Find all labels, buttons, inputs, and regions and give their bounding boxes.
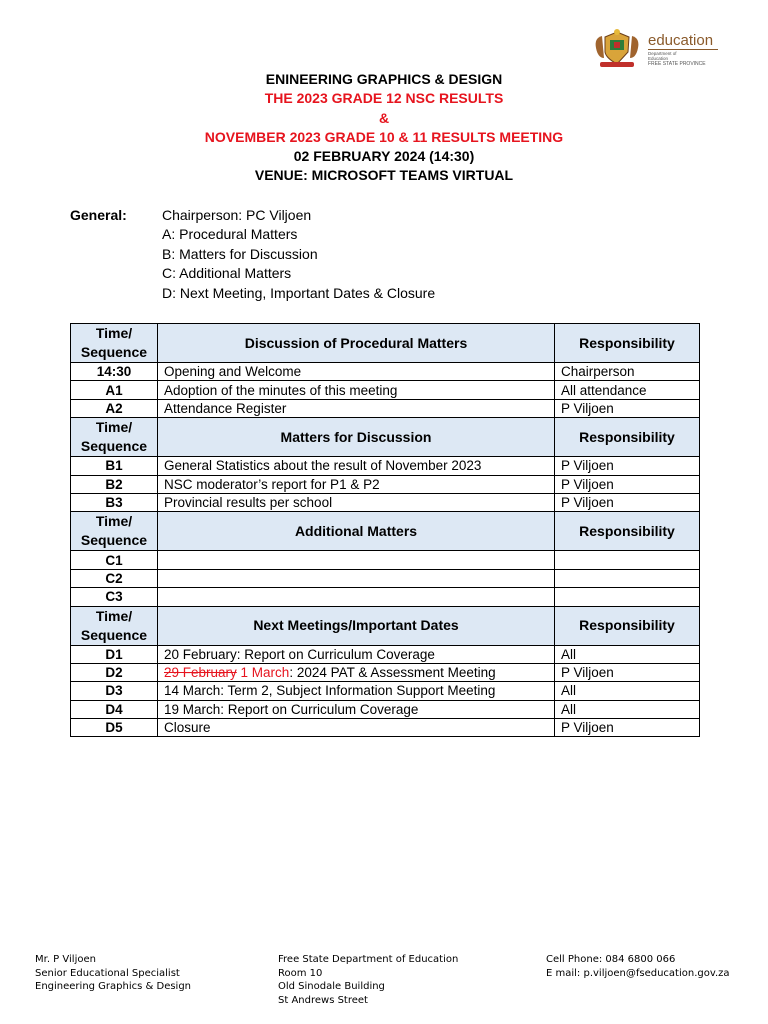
coat-of-arms-icon: [590, 28, 644, 70]
seq-header-line2: Sequence: [80, 532, 148, 549]
row-responsibility: P Viljoen: [555, 719, 700, 737]
row-code: B3: [71, 493, 158, 511]
row-code: D4: [71, 700, 158, 718]
title-subject: ENINEERING GRAPHICS & DESIGN: [265, 71, 503, 87]
general-item: D: Next Meeting, Important Dates & Closure: [162, 284, 436, 301]
row-item: NSC moderator’s report for P1 & P2: [158, 475, 555, 493]
seq-header: [71, 512, 158, 551]
row-item: Adoption of the minutes of this meeting: [158, 381, 555, 399]
row-item: Opening and Welcome: [158, 363, 555, 381]
row-responsibility: P Viljoen: [555, 663, 700, 681]
row-code: A1: [71, 381, 158, 399]
footer-line: St Andrews Street: [278, 994, 368, 1006]
seq-header: [71, 324, 158, 363]
row-item-text: : 2024 PAT & Assessment Meeting: [289, 665, 496, 681]
footer-contact-details: [546, 953, 730, 980]
revised-date: 1 March: [236, 665, 290, 681]
row-code: C3: [71, 588, 158, 606]
table-row: [71, 700, 700, 718]
seq-header: [71, 606, 158, 645]
logo-wordmark: education: [648, 32, 714, 49]
general-list: [162, 206, 435, 303]
table-row: [71, 551, 700, 569]
footer-line: Old Sinodale Building: [278, 981, 385, 992]
responsibility-header: Responsibility: [555, 512, 700, 551]
row-item: [158, 663, 555, 681]
seq-header-line1: Time/: [95, 419, 133, 436]
row-responsibility: P Viljoen: [555, 493, 700, 511]
row-item: 14 March: Term 2, Subject Information Support Meeting: [158, 682, 555, 700]
footer-contact-person: [35, 953, 191, 994]
logo-province: FREE STATE PROVINCE: [648, 61, 706, 67]
section-title: Discussion of Procedural Matters: [158, 324, 555, 363]
row-item: Closure: [158, 719, 555, 737]
table-row: [71, 569, 700, 587]
seq-header-line1: Time/: [95, 325, 133, 341]
row-responsibility: All: [555, 682, 700, 700]
table-row: [71, 475, 700, 493]
title-nsc-results: THE 2023 GRADE 12 NSC RESULTS: [264, 90, 504, 107]
row-responsibility: [555, 569, 700, 587]
table-row: [71, 645, 700, 663]
table-row: [71, 663, 700, 681]
row-responsibility: [555, 551, 700, 569]
section-header-additional: [71, 512, 700, 551]
document-title: [0, 70, 768, 186]
table-row: [71, 457, 700, 475]
seq-header-line2: Sequence: [80, 438, 148, 455]
row-code: D3: [71, 682, 158, 700]
row-responsibility: All attendance: [555, 381, 700, 399]
footer-line: Room 10: [278, 967, 323, 979]
row-code: 14:30: [71, 363, 158, 381]
row-responsibility: P Viljoen: [555, 457, 700, 475]
responsibility-header: Responsibility: [555, 324, 700, 363]
footer-line: Senior Educational Specialist: [35, 967, 180, 979]
row-responsibility: All: [555, 645, 700, 663]
row-item: [158, 551, 555, 569]
general-item: A: Procedural Matters: [162, 226, 298, 243]
title-ampersand: &: [378, 109, 390, 126]
agenda-table: [70, 323, 700, 737]
row-code: D5: [71, 719, 158, 737]
logo-divider: [648, 49, 718, 50]
title-meeting: NOVEMBER 2023 GRADE 10 & 11 RESULTS MEETING: [204, 128, 564, 145]
department-logo: [590, 28, 722, 72]
struck-date: 29 February: [164, 665, 237, 681]
row-code: D1: [71, 645, 158, 663]
row-responsibility: P Viljoen: [555, 399, 700, 417]
footer-email[interactable]: E mail: p.viljoen@fseducation.gov.za: [546, 967, 730, 979]
row-item: [158, 588, 555, 606]
row-responsibility: [555, 588, 700, 606]
section-title: Additional Matters: [158, 512, 555, 551]
row-responsibility: All: [555, 700, 700, 718]
logo-subtitle-1: Department of: [648, 51, 677, 56]
seq-header-line1: Time/: [95, 607, 133, 624]
footer-address: [278, 953, 458, 1007]
general-item: Chairperson: PC Viljoen: [162, 207, 312, 223]
seq-header-line2: Sequence: [80, 626, 148, 643]
table-row: [71, 588, 700, 606]
general-item: B: Matters for Discussion: [162, 245, 318, 262]
table-row: [71, 493, 700, 511]
row-item: [158, 569, 555, 587]
table-row: [71, 719, 700, 737]
footer-line: Engineering Graphics & Design: [35, 981, 192, 992]
section-title: Next Meetings/Important Dates: [158, 606, 555, 645]
footer-line: Mr. P Viljoen: [35, 954, 96, 965]
row-item: General Statistics about the result of November 2023: [158, 457, 555, 475]
table-row: [71, 381, 700, 399]
section-header-procedural: [71, 324, 700, 363]
general-label: General:: [70, 207, 127, 223]
footer-phone: Cell Phone: 084 6800 066: [546, 954, 676, 965]
title-venue: VENUE: MICROSOFT TEAMS VIRTUAL: [254, 167, 514, 184]
general-item: C: Additional Matters: [162, 265, 292, 282]
row-responsibility: P Viljoen: [555, 475, 700, 493]
seq-header-line1: Time/: [95, 513, 133, 530]
row-code: C2: [71, 569, 158, 587]
row-item: 19 March: Report on Curriculum Coverage: [158, 700, 555, 718]
seq-header: [71, 418, 158, 457]
seq-header-line2: Sequence: [80, 344, 148, 360]
row-code: C1: [71, 551, 158, 569]
title-date: 02 FEBRUARY 2024 (14:30): [293, 148, 475, 165]
row-responsibility: Chairperson: [555, 363, 700, 381]
footer-line: Free State Department of Education: [278, 954, 459, 965]
row-item: 20 February: Report on Curriculum Coverage: [158, 645, 555, 663]
row-code: B1: [71, 457, 158, 475]
row-code: B2: [71, 475, 158, 493]
responsibility-header: Responsibility: [555, 606, 700, 645]
logo-subtitle-2: Education: [648, 56, 669, 61]
row-item: Provincial results per school: [158, 493, 555, 511]
row-item: Attendance Register: [158, 399, 555, 417]
table-row: [71, 399, 700, 417]
table-row: [71, 682, 700, 700]
row-code: D2: [71, 663, 158, 681]
section-header-discussion: [71, 418, 700, 457]
table-row: [71, 363, 700, 381]
section-header-next-meetings: [71, 606, 700, 645]
section-title: Matters for Discussion: [158, 418, 555, 457]
responsibility-header: Responsibility: [555, 418, 700, 457]
row-code: A2: [71, 399, 158, 417]
